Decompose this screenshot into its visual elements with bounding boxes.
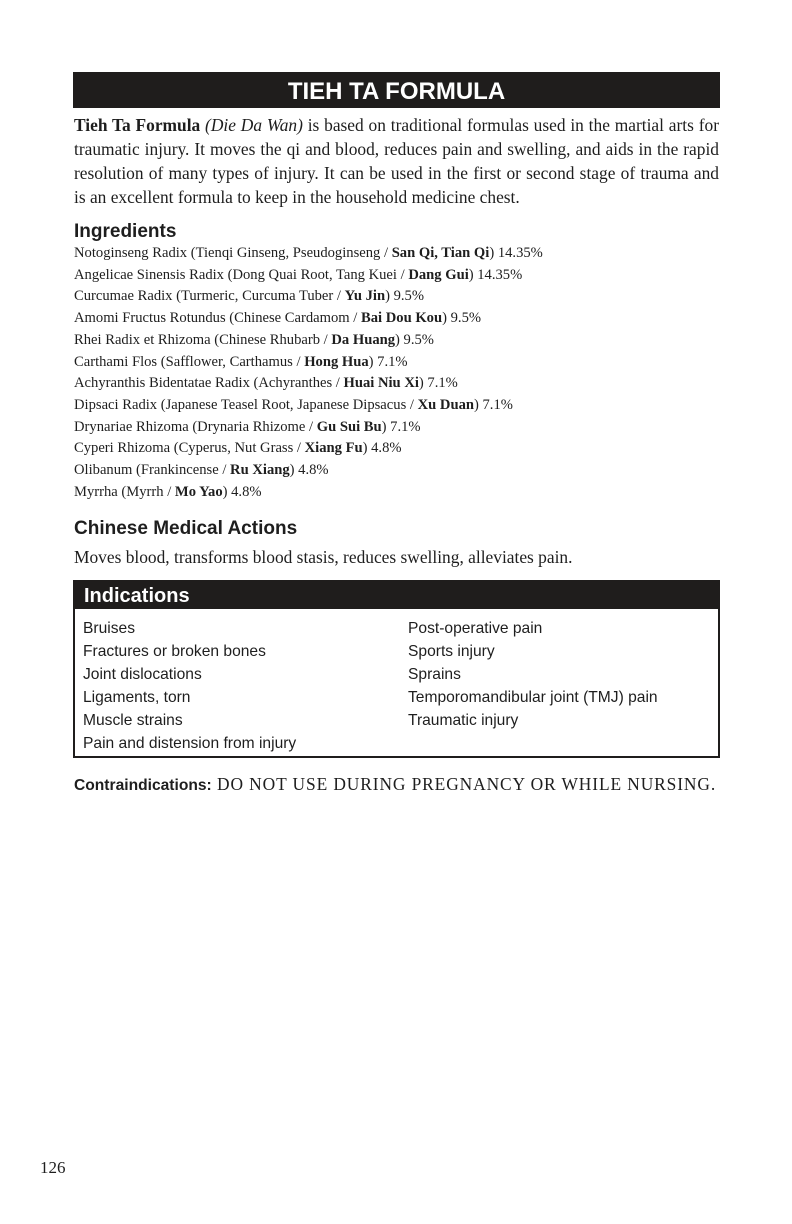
ingredients-list [73,243,720,503]
indication-item: Pain and distension from injury [83,735,297,753]
indication-item: Ligaments, torn [83,689,191,707]
indication-item: Bruises [83,620,135,638]
formula-alt-name: (Die Da Wan) [205,115,303,135]
indications-heading: Indications [75,582,718,609]
ingredient-item: Rhei Radix et Rhizoma (Chinese Rhubarb / Da Huang) 9.5% [74,331,434,348]
indications-left-column [83,617,408,755]
indication-item: Post-operative pain [408,620,543,638]
indication-item: Joint dislocations [83,666,202,684]
formula-name: Tieh Ta Formula [74,115,201,135]
ingredient-item: Cyperi Rhizoma (Cyperus, Nut Grass / Xiang Fu) 4.8% [74,440,402,457]
ingredient-item: Amomi Fructus Rotundus (Chinese Cardamom / Bai Dou Kou) 9.5% [74,310,482,327]
ingredient-item: Myrrha (Myrrh / Mo Yao) 4.8% [74,483,262,500]
actions-text: Moves blood, transforms blood stasis, reduces swelling, alleviates pain. [74,547,573,568]
ingredient-item: Achyranthis Bidentatae Radix (Achyranthes / Huai Niu Xi) 7.1% [74,375,458,392]
indication-item: Sports injury [408,643,495,661]
intro-text: is based on traditional formulas used in the martial arts for traumatic injury. It moves the qi and blood, reduces pain and swelling, and aids in the rapid resolution of many types of injury. It can be used in the first or second stage of trauma and is an excellent formula to keep in the household medicine chest. [74,115,719,207]
indication-item: Sprains [408,666,461,684]
ingredients-heading: Ingredients [74,221,177,242]
ingredient-item: Dipsaci Radix (Japanese Teasel Root, Japanese Dipsacus / Xu Duan) 7.1% [74,396,513,413]
contraindications-text: DO NOT USE DURING PREGNANCY OR WHILE NURSING. [211,774,717,795]
ingredient-item: Olibanum (Frankincense / Ru Xiang) 4.8% [74,462,329,479]
actions-heading: Chinese Medical Actions [74,518,298,540]
ingredient-item: Angelicae Sinensis Radix (Dong Quai Root, Tang Kuei / Dang Gui) 14.35% [74,266,523,283]
indication-item: Fractures or broken bones [83,643,266,661]
contraindications [73,772,720,798]
indications-box [73,580,720,758]
page-title: TIEH TA FORMULA [73,72,720,108]
contraindications-label: Contraindications: [74,777,212,795]
indication-item: Traumatic injury [408,712,519,730]
ingredient-item: Curcumae Radix (Turmeric, Curcuma Tuber / Yu Jin) 9.5% [74,288,424,305]
indication-item: Temporomandibular joint (TMJ) pain [408,689,658,707]
ingredient-item: Notoginseng Radix (Tienqi Ginseng, Pseudoginseng / San Qi, Tian Qi) 14.35% [74,245,543,261]
intro-paragraph [74,113,719,209]
indication-item: Muscle strains [83,712,183,730]
ingredient-item: Drynariae Rhizoma (Drynaria Rhizome / Gu Sui Bu) 7.1% [74,418,421,435]
formula-page [73,72,720,816]
ingredient-item: Carthami Flos (Safflower, Carthamus / Hong Hua) 7.1% [74,353,408,370]
page-number: 126 [40,1158,66,1177]
indications-right-column [408,617,658,755]
